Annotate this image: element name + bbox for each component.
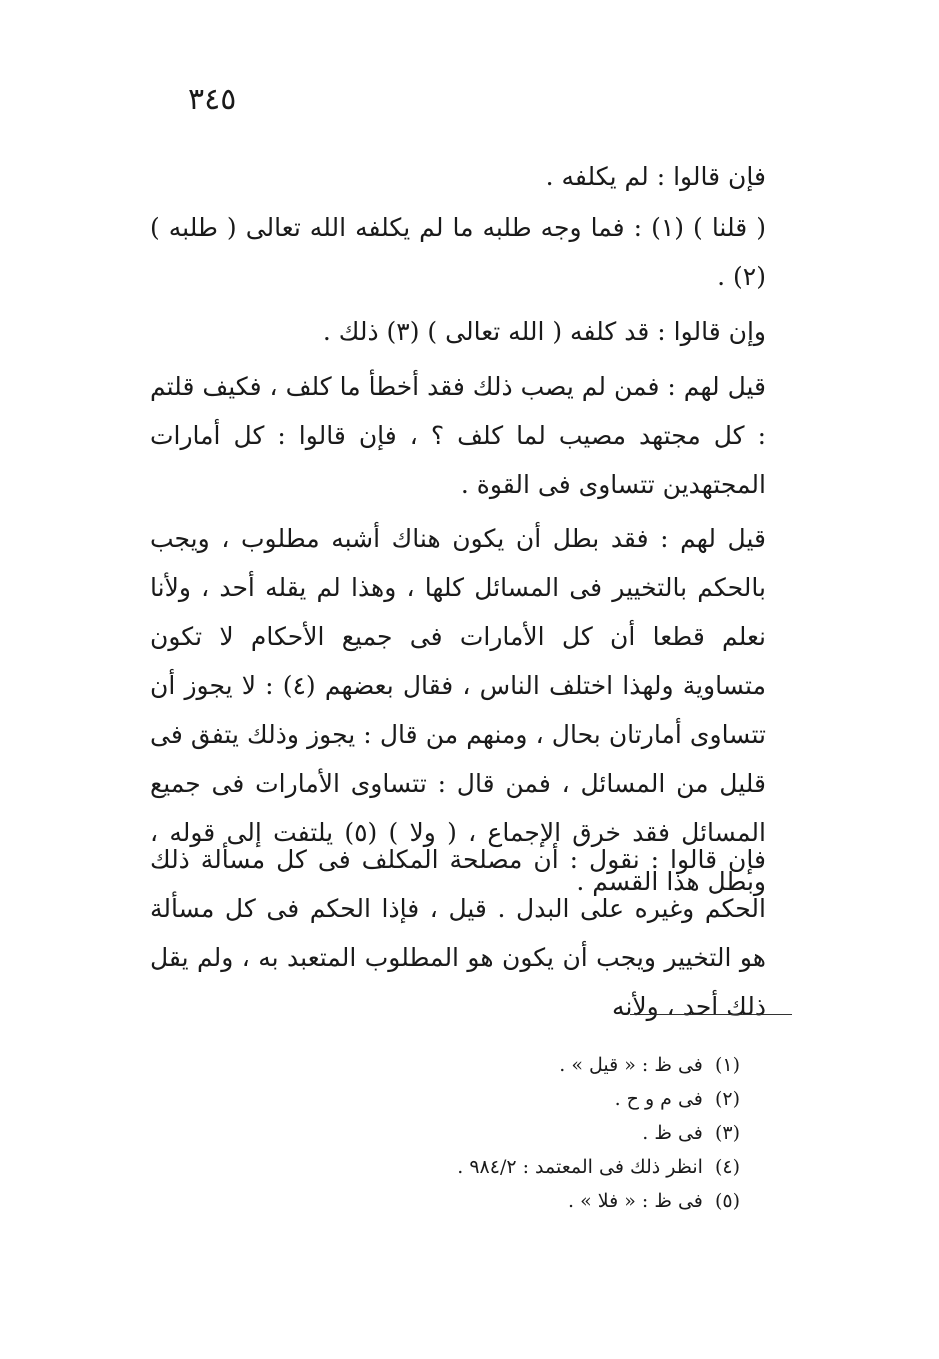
body-paragraph — [150, 835, 792, 1031]
footnote — [300, 1082, 740, 1116]
footnote-number: (٣) — [714, 1122, 740, 1144]
footnote-number: (٤) — [714, 1156, 740, 1178]
footnote-separator — [630, 1014, 792, 1015]
page-number: ٣٤٥ — [188, 82, 237, 117]
footnote — [300, 1116, 740, 1150]
footnotes — [300, 1048, 740, 1218]
footnote — [300, 1150, 740, 1184]
footnote — [300, 1048, 740, 1082]
paragraph-text: فإن قالوا : نقول : أن مصلحة المكلف فى كل مسألة ذلك الحكم وغيره على البدل . قيل ، فإذا الحكم فى كل مسألة هو التخيير ويجب أن يكون هو المطلوب المتعبد به ، ولم يقل ذلك أحد ، ولأنه — [150, 845, 766, 1021]
body-paragraph — [150, 152, 792, 201]
footnote-text: فى ظ : « قيل » . — [559, 1054, 703, 1076]
body-paragraph — [150, 203, 792, 301]
paragraph-text: فإن قالوا : لم يكلفه . — [545, 162, 766, 191]
paragraph-text: ( قلنا ) (١) : فما وجه طلبه ما لم يكلفه الله تعالى ( طلبه ) (٢) . — [150, 213, 766, 291]
footnote-text: فى م و ح . — [614, 1088, 703, 1110]
footnote-number: (٥) — [714, 1190, 740, 1212]
body-paragraph — [150, 362, 792, 509]
body-paragraph — [150, 307, 792, 356]
paragraph-text: قيل لهم : فقد بطل أن يكون هناك أشبه مطلوب ، ويجب بالحكم بالتخيير فى المسائل كلها ، وهذا لم يقله أحد ، ولأنا نعلم قطعا أن كل الأمارات فى جميع الأحكام لا تكون متساوية ولهذا اختلف الناس ، فقال بعضهم (٤) : لا يجوز أن تتساوى أمارتان بحال ، ومنهم من قال : يجوز وذلك يتفق فى قليل من المسائل ، فمن قال : تتساوى الأمارات فى جميع المسائل فقد خرق الإجماع ، ( ولا ) (٥) يلتفت إلى قوله ، وبطل هذا القسم . — [150, 524, 766, 896]
footnote-text: فى ظ . — [642, 1122, 703, 1144]
footnote — [300, 1184, 740, 1218]
footnote-number: (١) — [714, 1054, 740, 1076]
footnote-text: فى ظ : « فلا » . — [568, 1190, 703, 1212]
footnote-text: انظر ذلك فى المعتمد : ٩٨٤/٢ . — [457, 1156, 703, 1178]
footnote-number: (٢) — [714, 1088, 740, 1110]
paragraph-text: قيل لهم : فمن لم يصب ذلك فقد أخطأ ما كلف ، فكيف قلتم : كل مجتهد مصيب لما كلف ؟ ، فإن قالوا : كل أمارات المجتهدين تتساوى فى القوة . — [150, 372, 766, 499]
paragraph-text: وإن قالوا : قد كلفه ( الله تعالى ) (٣) ذلك . — [322, 317, 766, 346]
